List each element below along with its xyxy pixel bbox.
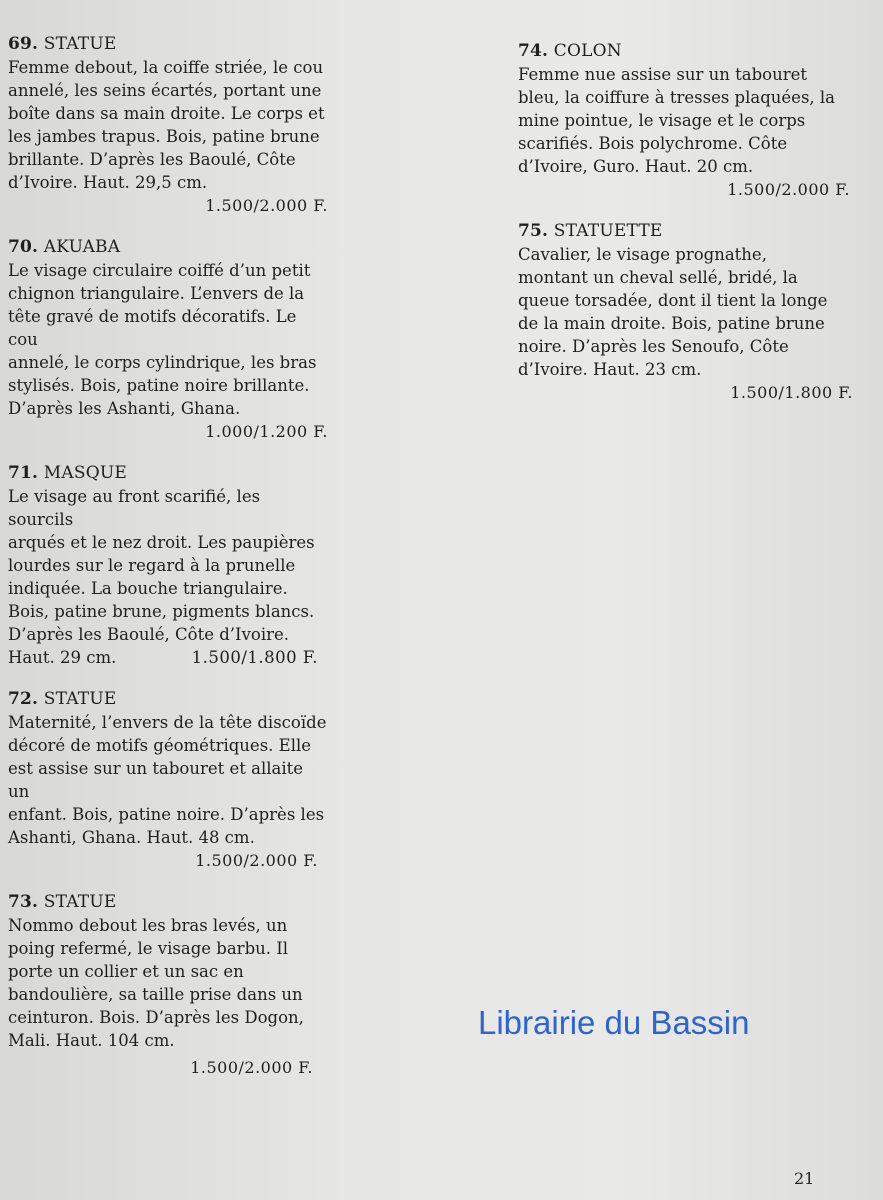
lot-number: 74. (518, 41, 549, 61)
lot-69 (8, 33, 328, 217)
page-number: 21 (794, 1169, 815, 1188)
lot-price: 1.500/2.000 F. (205, 196, 328, 215)
lot-title: STATUETTE (553, 221, 663, 241)
lot-description: Femme debout, la coiffe striée, le cou annelé, les seins écartés, portant une boîte dans sa main droite. Le corps et les jambes trapus. Bois, patine brune brillante. D’après les Baoulé, Côte d’Ivoire. Haut. 29,5 cm. (8, 58, 325, 192)
lot-70 (8, 236, 328, 443)
lot-price: 1.000/1.200 F. (205, 422, 328, 441)
right-column (518, 40, 853, 423)
lot-title: STATUE (43, 34, 117, 54)
lot-price: 1.500/2.000 F. (195, 851, 318, 870)
lot-number: 73. (8, 892, 39, 912)
lot-number: 70. (8, 237, 39, 257)
lot-title: AKUABA (43, 237, 121, 257)
lot-last-line (8, 646, 318, 669)
lot-height: Haut. 29 cm. (8, 648, 117, 667)
lot-description: Le visage circulaire coiffé d’un petit chignon triangulaire. L’envers de la tête gravé de motifs décoratifs. Le cou annelé, le corps cylindrique, les bras stylisés. Bois, patine noire brillante. D’après les Ashanti, Ghana. (8, 261, 317, 418)
lot-73 (8, 891, 328, 1079)
lot-description: Cavalier, le visage prognathe, montant un cheval sellé, bridé, la queue torsadée, dont il tient la longe de la main droite. Bois, patine brune noire. D’après les Senoufo, Côte d’Ivoire. Haut. 23 cm. (518, 245, 828, 379)
lot-heading (8, 891, 328, 914)
lot-75 (518, 220, 853, 404)
lot-description: Le visage au front scarifié, les sourcils arqués et le nez droit. Les paupières lourdes sur le regard à la prunelle indiquée. La bouche triangulaire. Bois, patine brune, pigments blancs. D’après les Baoulé, Côte d’Ivoire. (8, 487, 315, 644)
lot-title: STATUE (43, 689, 117, 709)
lot-71 (8, 462, 328, 669)
lot-price: 1.500/1.800 F. (730, 383, 853, 402)
lot-number: 71. (8, 463, 39, 483)
lot-description: Maternité, l’envers de la tête discoïde décoré de motifs géométriques. Elle est assise sur un tabouret et allaite un enfant. Bois, patine noire. D’après les Ashanti, Ghana. Haut. 48 cm. (8, 713, 327, 847)
lot-price: 1.500/2.000 F. (190, 1058, 313, 1077)
lot-number: 75. (518, 221, 549, 241)
lot-heading (8, 462, 328, 485)
lot-description: Nommo debout les bras levés, un poing refermé, le visage barbu. Il porte un collier et un sac en bandoulière, sa taille prise dans un ceinturon. Bois. D’après les Dogon, Mali. Haut. 104 cm. (8, 916, 304, 1050)
lot-price: 1.500/1.800 F. (191, 648, 318, 667)
lot-heading (518, 220, 838, 243)
lot-72 (8, 688, 328, 872)
lot-heading (8, 688, 328, 711)
lot-description: Femme nue assise sur un tabouret bleu, la coiffure à tresses plaquées, la mine pointue, le visage et le corps scarifiés. Bois polychrome. Côte d’Ivoire, Guro. Haut. 20 cm. (518, 65, 836, 176)
bookshop-watermark: Librairie du Bassin (478, 1004, 750, 1041)
lot-title: MASQUE (43, 463, 128, 483)
lot-title: COLON (553, 41, 622, 61)
left-column (8, 33, 328, 1098)
lot-number: 72. (8, 689, 39, 709)
lot-heading (8, 33, 328, 56)
lot-heading (8, 236, 328, 259)
lot-number: 69. (8, 34, 39, 54)
lot-heading (518, 40, 838, 63)
lot-price: 1.500/2.000 F. (727, 180, 850, 199)
lot-74 (518, 40, 850, 201)
lot-title: STATUE (43, 892, 117, 912)
